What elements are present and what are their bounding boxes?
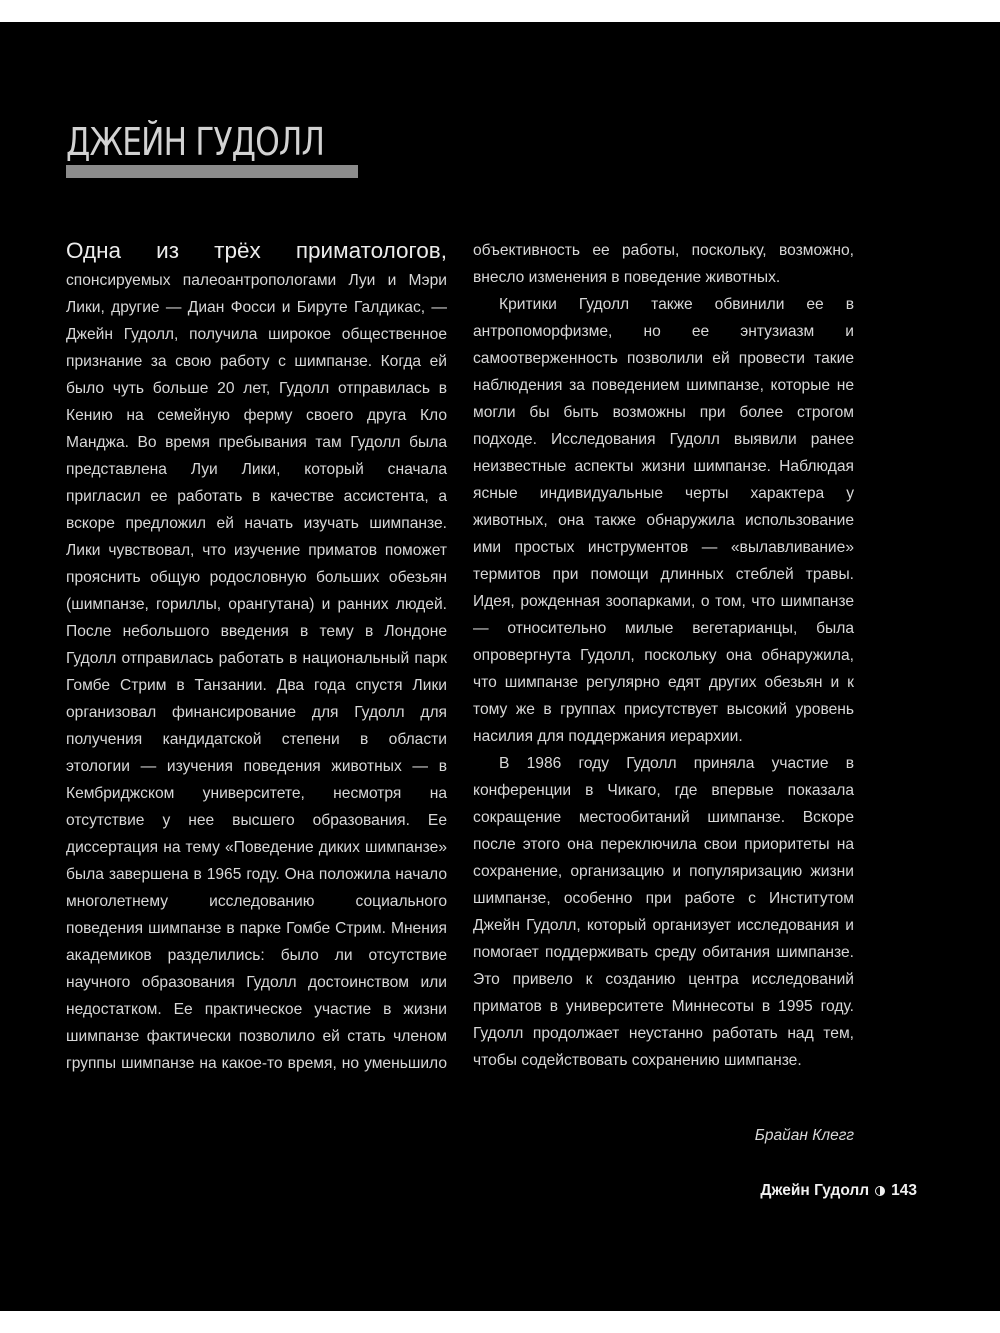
paragraph-3: В 1986 году Гудолл приняла участие в конференции в Чикаго, где впервые показала сокращение местообитаний шимпанзе. Вскоре после этого она переключила свои приоритеты на сохранение, организацию и популяризацию жизни шимпанзе, особенно при работе с Институтом Джейн Гудолл, который организует исследования и помогает поддерживать среду обитания шимпанзе. Это привело к созданию центра исследований приматов в университете Миннесоты в 1995 году. Гудолл продолжает неустанно работать над тем, чтобы содействовать сохранению шимпанзе. bbox=[473, 755, 854, 1069]
page-title: ДЖЕЙН ГУДОЛЛ bbox=[66, 120, 325, 164]
article-body bbox=[66, 237, 854, 1107]
page-number: 143 bbox=[891, 1182, 917, 1199]
author-signature: Брайан Клегг bbox=[754, 1127, 854, 1144]
title-underline-bar bbox=[66, 165, 358, 178]
page bbox=[0, 22, 1000, 1311]
running-title: Джейн Гудолл bbox=[760, 1182, 870, 1199]
page-footer bbox=[760, 1182, 917, 1200]
lead-words: Одна из трёх приматологов, bbox=[66, 238, 447, 263]
paragraph-2: Критики Гудолл также обвинили ее в антропоморфизме, но ее энтузиазм и самоотверженность позволили ей провести такие наблюдения за поведением шимпанзе, которые не могли бы быть возможны при более строгом подходе. Исследования Гудолл выявили ранее неизвестные аспекты жизни шимпанзе. Наблюдая ясные индивидуальные черты характера у животных, она также обнаружила использование ими простых инструментов — «вылавливание» термитов при помощи длинных стеблей травы. Идея, рожденная зоопарками, о том, что шимпанзе — относительно милые вегетарианцы, была опровергнута Гудолл, поскольку она обнаружила, что шимпанзе регулярно едят других обезьян и к тому же в группах присутствует высокий уровень насилия для поддержания иерархии. bbox=[473, 296, 854, 745]
half-circle-icon bbox=[875, 1186, 885, 1196]
paragraph-1-text: спонсируемых палеоантропологами Луи и Мэри Лики, другие — Диан Фосси и Бируте Галдикас, — Джейн Гудолл, получила широкое общественное признание за свою работу с шимпанзе. Когда ей было чуть больше 20 лет, Гудолл отправилась в Кению на семейную ферму своего друга Кло Манджа. Во время пребывания там Гудолл была представлена Луи Лики, который сначала пригласил ее работать в качестве ассистента, а вскоре предложил ей начать изучать шимпанзе. Лики чувствовал, что изучение приматов поможет прояснить общую родословную больших обезьян (шимпанзе, гориллы, орангутана) и ранних людей. После небольшого введения в тему в Лондоне Гудолл отправилась работать в национальный парк Гомбе Стрим в Танзании. Два года спустя Лики организовал финансирование для Гудолл для получения кандидатской степени в области этологии — изучения поведения животных — в Кембриджском университете, несмотря на отсутствие у нее высшего образования. Ее диссертация на тему «Поведение диких шимпанзе» была завершена в 1965 году. Она положила начало многолетнему исследованию социального поведения шимпанзе в парке Гомбе Стрим. Мнения академиков разделились: было ли отсутствие научного образования Гудолл достоинством или недостатком. Ее практическое участие в жизни шимпанзе фактически позволило ей стать членом группы шимпанзе на какое-то время, но уменьшило объективность ее работы, поскольку, возможно, внесло изменения в поведение животных. bbox=[66, 242, 854, 1072]
